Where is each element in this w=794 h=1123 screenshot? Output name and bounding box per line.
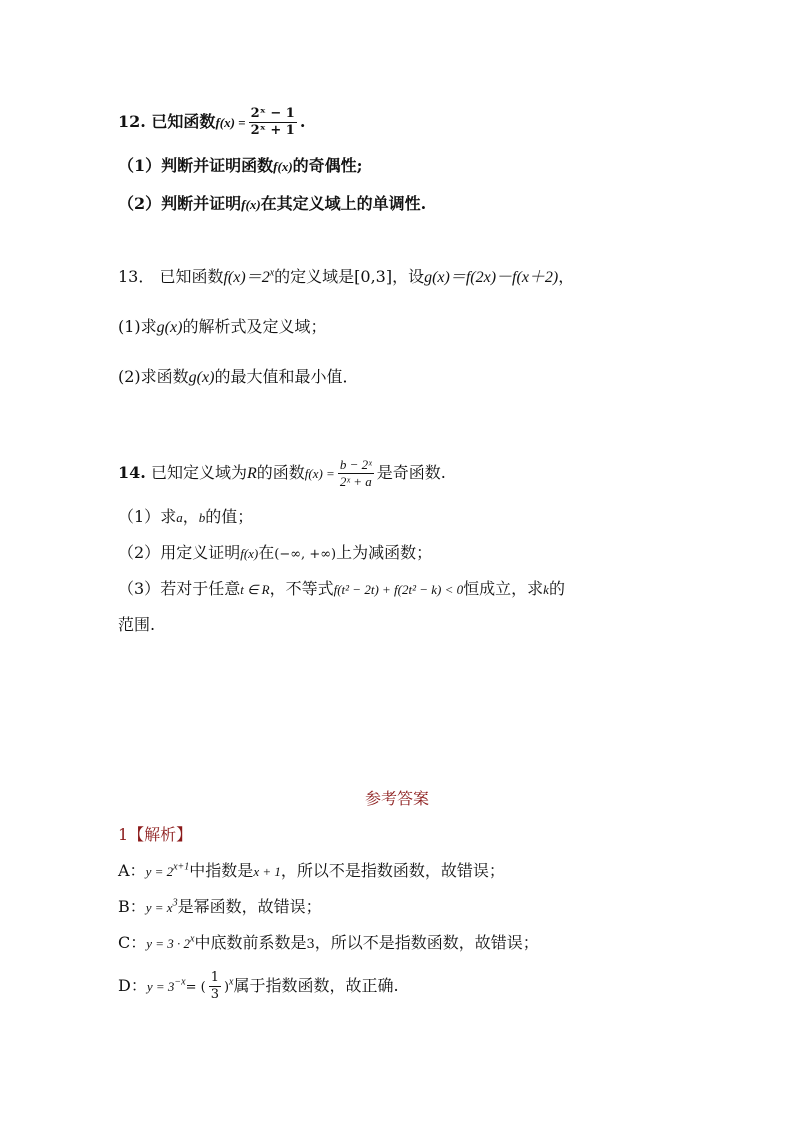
q13-g-def: g(x)＝f(2x)－f(x＋2)	[424, 269, 559, 286]
q12-number: 12.	[118, 112, 146, 131]
q14-part3-t: t ∈ R	[240, 582, 270, 597]
q13-part1-text-a: (1)求	[118, 317, 157, 336]
option-b-label: B：	[118, 897, 146, 916]
q14-part2-text-a: 用定义证明	[160, 543, 241, 562]
option-c-three: 3	[306, 937, 315, 952]
option-a-text-a: 中指数是	[189, 861, 254, 880]
q14-func: f(x) =	[304, 466, 335, 481]
q14-stem	[118, 457, 446, 490]
q13-part1	[118, 316, 326, 339]
option-d-eq: = (	[185, 980, 206, 995]
option-d-label: D：	[118, 976, 147, 995]
q14-text-c: 是奇函数.	[376, 463, 446, 482]
option-c-label: C：	[118, 933, 147, 952]
answer-option-a	[118, 860, 505, 883]
answer-option-d	[118, 970, 399, 1003]
q14-number: 14.	[118, 463, 146, 482]
q13-text-a: 已知函数	[159, 267, 224, 286]
q14-part3-ineq: f(t² − 2t) + f(2t² − k) < 0	[333, 582, 464, 597]
q14-part2-text-c: 上为减函数；	[336, 543, 433, 562]
option-d-expr: y = 3	[146, 979, 175, 994]
q14-part2-func: f(x)	[240, 546, 259, 561]
q12-part1-text-b: 的奇偶性;	[292, 156, 363, 175]
q12-part2	[118, 193, 426, 216]
option-a-exp: x+1	[173, 861, 190, 873]
option-a-text-b: ，所以不是指数函数，故错误；	[280, 861, 505, 880]
option-d-close: )	[223, 980, 230, 995]
q12-stem-suffix: .	[299, 112, 306, 131]
option-a-label: A：	[118, 861, 146, 880]
q13-part2-text-b: 的最大值和最小值．	[214, 367, 359, 386]
option-b-exp: 3	[172, 897, 178, 909]
q12-stem-prefix: 已知函数	[151, 112, 216, 131]
q12-part1-func: f(x)	[273, 159, 293, 174]
q12-func: f(x) =	[215, 115, 246, 130]
option-b-expr: y = x	[145, 900, 173, 915]
q14-part2-label: （2）	[118, 543, 161, 562]
answer-option-c	[118, 932, 539, 956]
option-a-expr: y = 2	[145, 864, 174, 879]
option-a-x: x + 1	[253, 864, 281, 879]
q13-text-c: ，	[558, 267, 575, 286]
q12-part2-text-a: 判断并证明	[161, 194, 242, 213]
option-d-num: 1	[210, 970, 219, 985]
answer-1-label: 1【解析】	[118, 825, 193, 844]
option-d-den: 3	[210, 987, 219, 1002]
q14-part3	[118, 578, 565, 601]
q14-part2	[118, 542, 432, 566]
q13-part1-g: g(x)	[156, 319, 183, 336]
q14-text-a: 已知定义域为	[150, 463, 247, 482]
q14-part3-text-c: 恒成立，求	[463, 579, 544, 598]
q13-part2-text-a: (2)求函数	[118, 367, 189, 386]
q14-frac-den: 2ˣ + a	[339, 474, 372, 489]
q14-fraction	[338, 457, 374, 490]
q12-fraction	[249, 106, 297, 139]
q14-part1-text-b: 的值；	[205, 507, 254, 526]
q13-part1-text-b: 的解析式及定义域；	[182, 317, 327, 336]
option-d-exp: −x	[174, 976, 186, 988]
q13-number: 13．	[118, 267, 155, 286]
q12-part1-label: （1）	[118, 156, 162, 175]
q13-part2-g: g(x)	[188, 369, 215, 386]
q12-stem	[118, 106, 305, 139]
q12-part2-text-b: 在其定义域上的单调性.	[260, 194, 427, 213]
q13-stem	[118, 266, 574, 289]
option-d-exp2: x	[229, 976, 234, 988]
option-c-text-a: 中底数前系数是	[194, 933, 307, 952]
q14-R: R	[246, 465, 257, 482]
q14-part3-label: （3）	[118, 579, 161, 598]
q12-part2-func: f(x)	[241, 197, 261, 212]
q14-text-b: 的函数	[256, 463, 305, 482]
option-c-text-b: ，所以不是指数函数，故错误；	[314, 933, 539, 952]
answer-option-b	[118, 896, 322, 919]
q14-part1	[118, 506, 253, 529]
q14-frac-num: b − 2ˣ	[339, 457, 372, 472]
q12-part2-label: （2）	[118, 194, 162, 213]
q14-part1-label: （1）	[118, 507, 161, 526]
q13-func-exp: x	[269, 267, 275, 279]
q12-part1	[118, 155, 363, 178]
option-c-exp: x	[190, 933, 195, 945]
q14-part3-text-d: 的	[548, 579, 565, 598]
answers-title: 参考答案	[364, 789, 429, 808]
q14-part3-text-b: ，不等式	[269, 579, 334, 598]
option-d-fraction	[209, 970, 221, 1003]
q14-part3-cont: 范围.	[118, 615, 156, 634]
q12-frac-den: 2ˣ + 1	[250, 123, 295, 138]
q14-part3-k: k	[543, 582, 549, 597]
q14-part2-text-b: 在	[258, 543, 275, 562]
q12-frac-num: 2ˣ − 1	[250, 106, 295, 121]
q14-part1-text-a: 求	[160, 507, 177, 526]
option-b-text: 是幂函数，故错误；	[177, 897, 322, 916]
option-d-text: 属于指数函数，故正确.	[233, 976, 399, 995]
q14-part2-interval: (−∞, +∞)	[274, 547, 337, 562]
q13-text-b: 的定义域是[0,3]，设	[274, 267, 425, 286]
option-c-expr: y = 3 · 2	[146, 936, 191, 951]
q14-part3-text-a: 若对于任意	[160, 579, 241, 598]
q14-part1-sep: ，	[182, 507, 199, 526]
q13-func: f(x)＝2	[223, 269, 270, 286]
q12-part1-text-a: 判断并证明函数	[161, 156, 274, 175]
q14-part1-b: b	[198, 510, 206, 525]
q13-part2	[118, 366, 358, 389]
q14-part1-a: a	[176, 510, 183, 525]
